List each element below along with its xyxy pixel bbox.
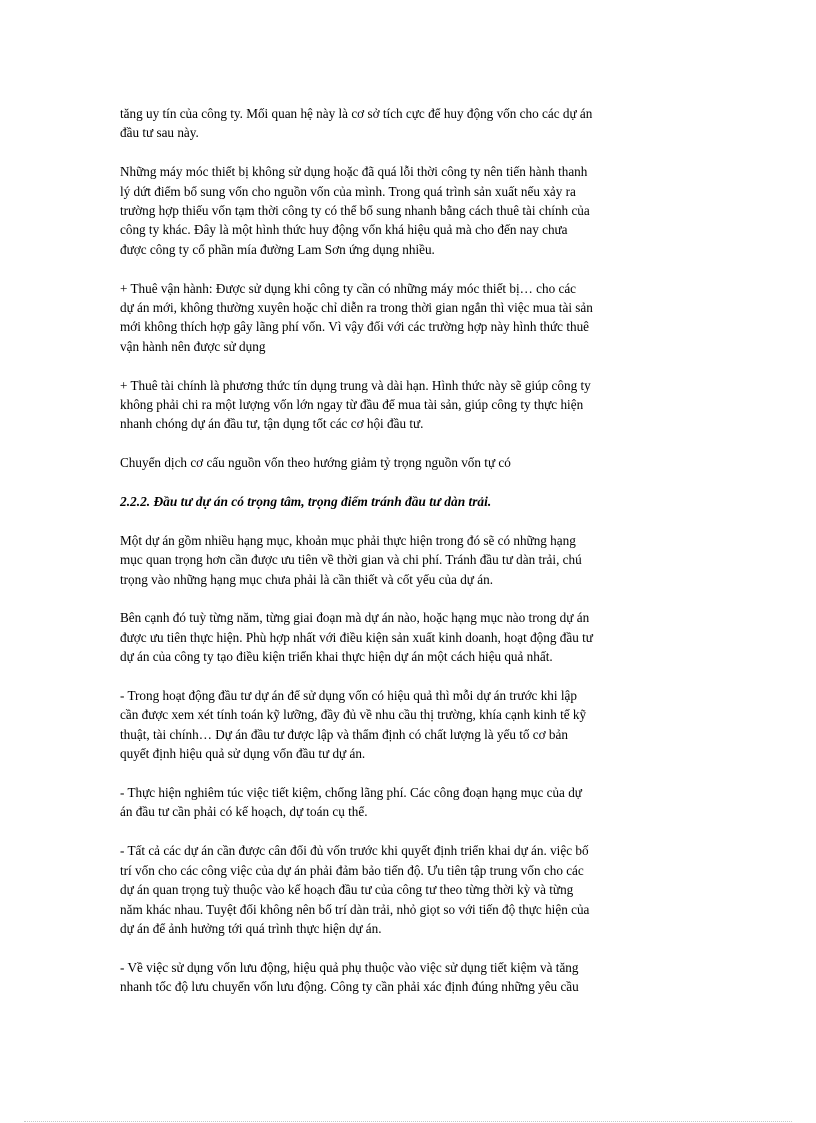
text-line: án đầu tư cần phải có kế hoạch, dự toán cụ thể. xyxy=(120,804,368,820)
text-line: trọng vào những hạng mục chưa phải là cần thiết và cốt yếu của dự án. xyxy=(120,571,493,587)
paragraph-liquidate-equipment xyxy=(120,162,696,259)
text-line: công ty khác. Đây là một hình thức huy động vốn khá hiệu quả mà cho đến nay chưa xyxy=(120,222,568,238)
text-line: Chuyển dịch cơ cấu nguồn vốn theo hướng giảm tỷ trọng nguồn vốn tự có xyxy=(120,455,511,471)
document-page xyxy=(120,104,696,1016)
text-line: vận hành nên được sử dụng xyxy=(120,338,266,354)
text-line: trí vốn cho các công việc của dự án phải đảm bảo tiến độ. Ưu tiên tập trung vốn cho các xyxy=(120,862,584,878)
paragraph-financial-lease xyxy=(120,376,696,434)
text-line: được công ty cổ phần mía đường Lam Sơn ứng dụng nhiều. xyxy=(120,241,435,257)
text-line: tăng uy tín của công ty. Mối quan hệ này là cơ sở tích cực để huy động vốn cho các dự án xyxy=(120,106,593,121)
text-line: dự án của công ty tạo điều kiện triển khai thực hiện dự án một cách hiệu quả nhất. xyxy=(120,649,553,665)
text-line: dự án để ảnh hưởng tới quá trình thực hiện dự án. xyxy=(120,920,382,936)
text-line: mới không thích hợp gây lãng phí vốn. Vì vậy đối với các trường hợp này hình thức thuê xyxy=(120,319,590,335)
text-line: thuật, tài chính… Dự án đầu tư được lập và thẩm định có chất lượng là yếu tố cơ bản xyxy=(120,726,568,742)
text-line: mục quan trọng hơn cần được ưu tiên về thời gian và chi phí. Tránh đầu tư dàn trải, chú xyxy=(120,552,582,568)
text-line: dự án quan trọng tuỳ thuộc vào kế hoạch đầu tư của công tư theo từng thời kỳ và từng xyxy=(120,882,574,898)
text-line: + Thuê tài chính là phương thức tín dụng trung và dài hạn. Hình thức này sẽ giúp công ty xyxy=(120,377,591,393)
text-line: không phải chi ra một lượng vốn lớn ngay từ đầu để mua tài sản, giúp công ty thực hiện xyxy=(120,397,584,413)
text-line: năm khác nhau. Tuyệt đối không nên bố trí dàn trải, nhỏ giọt so với tiến độ thực hiện của xyxy=(120,901,590,917)
text-line: nhanh tốc độ lưu chuyển vốn lưu động. Công ty cần phải xác định đúng những yêu cầu xyxy=(120,979,579,995)
text-line: Những máy móc thiết bị không sử dụng hoặc đã quá lỗi thời công ty nên tiến hành thanh xyxy=(120,164,588,180)
text-line: Bên cạnh đó tuỳ từng năm, từng giai đoạn mà dự án nào, hoặc hạng mục nào trong dự án xyxy=(120,610,590,626)
text-line: nhanh chóng dự án đầu tư, tận dụng tốt các cơ hội đầu tư. xyxy=(120,416,424,432)
paragraph-operating-lease xyxy=(120,279,696,357)
paragraph-priority-phases xyxy=(120,608,696,666)
text-line: - Trong hoạt động đầu tư dự án để sử dụng vốn có hiệu quả thì mỗi dự án trước khi lập xyxy=(120,688,577,704)
text-line: Một dự án gồm nhiều hạng mục, khoản mục phải thực hiện trong đó sẽ có những hạng xyxy=(120,532,576,548)
text-line: - Về việc sử dụng vốn lưu động, hiệu quả phụ thuộc vào việc sử dụng tiết kiệm và tăng xyxy=(120,959,579,975)
paragraph-working-capital xyxy=(120,958,696,997)
text-line: cần được xem xét tính toán kỹ lưỡng, đầy đủ về nhu cầu thị trường, khía cạnh kinh tế kỹ xyxy=(120,707,587,723)
text-line: quyết định hiệu quả sử dụng vốn đầu tư dự án. xyxy=(120,746,366,762)
text-line: đầu tư sau này. xyxy=(120,125,199,141)
text-line: - Thực hiện nghiêm túc việc tiết kiệm, chống lãng phí. Các công đoạn hạng mục của dự xyxy=(120,785,582,801)
text-line: được ưu tiên thực hiện. Phù hợp nhất với điều kiện sản xuất kinh doanh, hoạt động đầu tư xyxy=(120,629,593,645)
paragraph-project-appraisal xyxy=(120,686,696,764)
text-line: - Tất cả các dự án cần được cân đối đủ vốn trước khi quyết định triển khai dự án. việc bố xyxy=(120,843,589,859)
text-line: dự án mới, không thường xuyên hoặc chỉ diễn ra trong thời gian ngắn thì việc mua tài sản xyxy=(120,300,593,316)
paragraph-project-items xyxy=(120,531,696,589)
paragraph-cost-saving xyxy=(120,783,696,822)
page-bottom-divider xyxy=(24,1121,792,1122)
text-line: trường hợp thiếu vốn tạm thời công ty có thể bổ sung nhanh bằng cách thuê tài chính của xyxy=(120,203,590,219)
text-line: + Thuê vận hành: Được sử dụng khi công ty cần có những máy móc thiết bị… cho các xyxy=(120,280,577,296)
paragraph-company-reputation xyxy=(120,104,696,143)
paragraph-capital-allocation xyxy=(120,841,696,938)
text-line: lý dứt điểm bổ sung vốn cho nguồn vốn của mình. Trong quá trình sản xuất nếu xảy ra xyxy=(120,183,576,199)
paragraph-capital-structure xyxy=(120,453,696,472)
section-heading: 2.2.2. Đầu tư dự án có trọng tâm, trọng điểm tránh đầu tư dàn trải. xyxy=(120,494,492,510)
